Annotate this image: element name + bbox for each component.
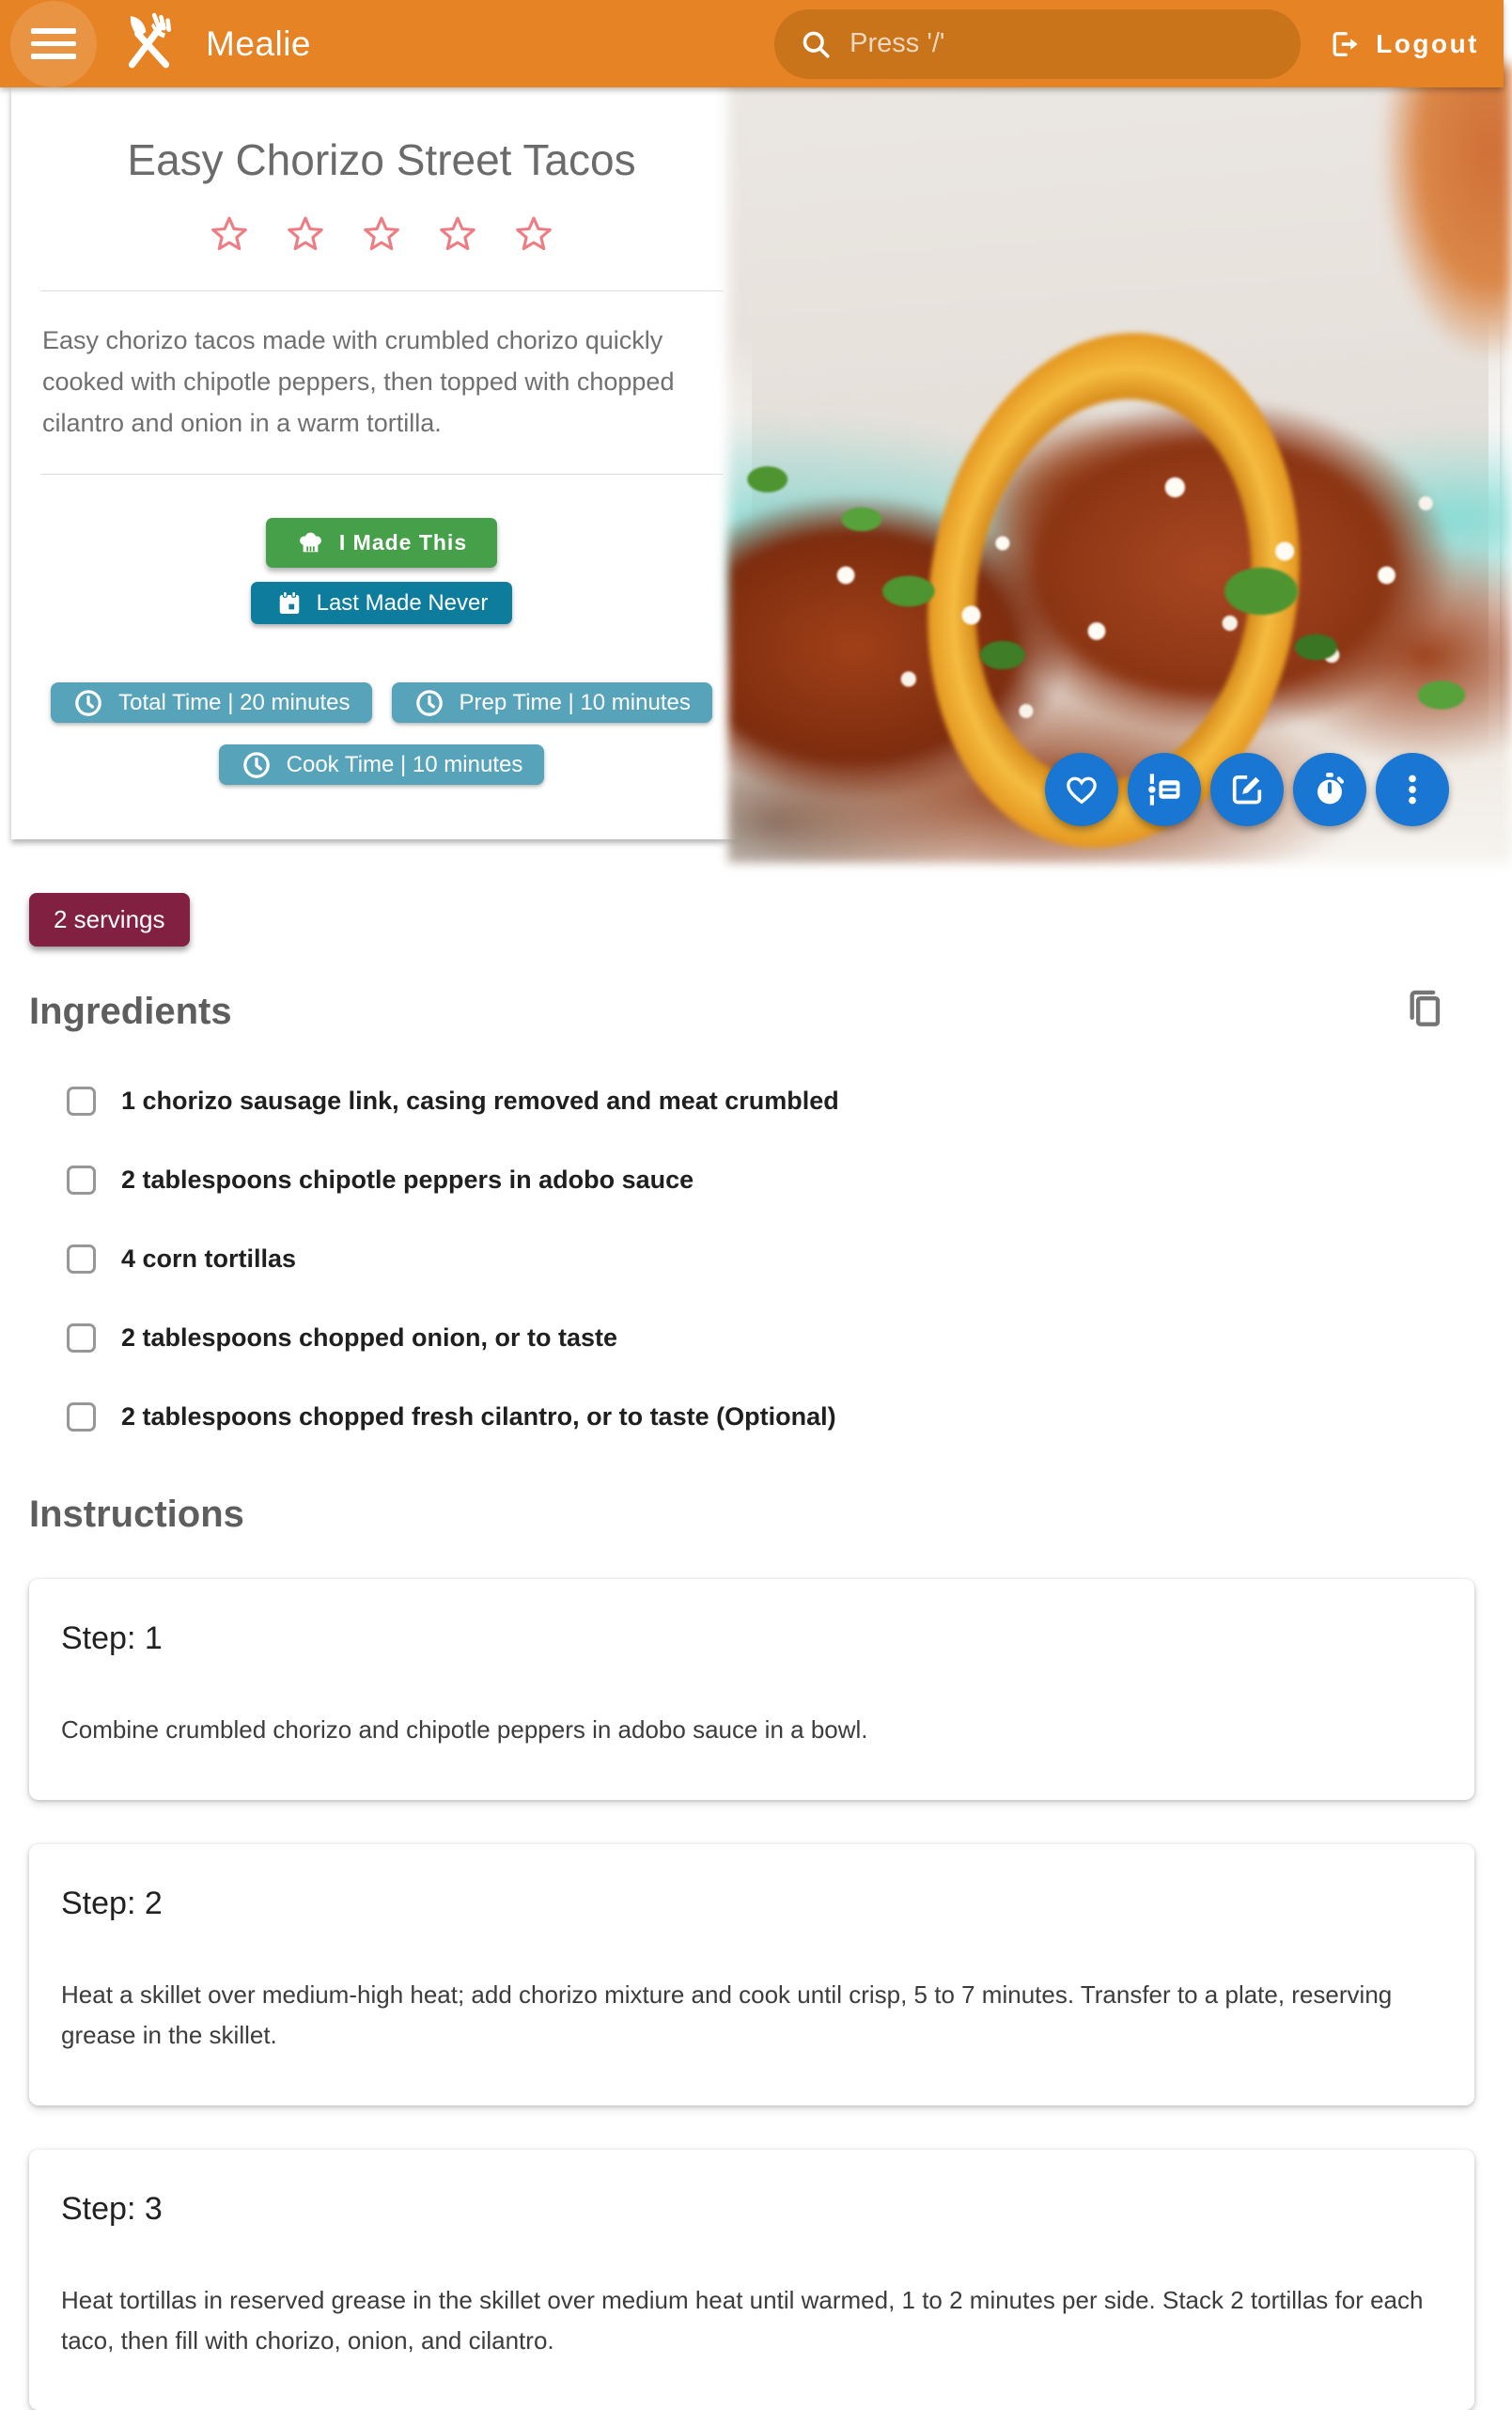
- step-card[interactable]: [29, 1579, 1474, 1800]
- step-text: Heat a skillet over medium-high heat; add chorizo mixture and cook until crisp, 5 to 7 minutes. Transfer to a plate, reserving grease in the skillet.: [61, 1980, 1393, 2049]
- ingredient-label: 2 tablespoons chopped fresh cilantro, or to taste (Optional): [121, 1402, 836, 1431]
- app-bar: [0, 0, 1504, 87]
- recipe-body: [0, 839, 1504, 2410]
- cook-time-chip: [219, 744, 545, 785]
- instructions-heading: Instructions: [29, 1494, 244, 1535]
- step-card[interactable]: [29, 1844, 1474, 2105]
- edit-icon: [1227, 770, 1267, 809]
- kebab-menu-icon: [1393, 770, 1432, 809]
- ingredient-checkbox[interactable]: [67, 1402, 96, 1432]
- search-icon: [799, 27, 833, 61]
- cook-time-label: Cook Time | 10 minutes: [286, 751, 523, 777]
- logout-icon: [1327, 27, 1361, 61]
- ingredient-checkbox[interactable]: [67, 1087, 96, 1116]
- ingredient-row: [29, 1166, 1474, 1195]
- ingredient-row: [29, 1323, 1474, 1353]
- clock-icon: [413, 687, 445, 719]
- search-bar[interactable]: [774, 9, 1301, 79]
- favorite-button[interactable]: [1045, 753, 1118, 826]
- servings-badge[interactable]: 2 servings: [29, 893, 190, 947]
- step-card[interactable]: [29, 2150, 1474, 2410]
- last-made-button[interactable]: [251, 582, 512, 624]
- steps-list: [29, 1579, 1474, 2410]
- heart-icon: [1062, 770, 1101, 809]
- clock-icon: [241, 749, 273, 781]
- rating-stars: [11, 213, 752, 255]
- ingredient-row: [29, 1244, 1474, 1274]
- timer-icon: [1310, 770, 1349, 809]
- logout-label: Logout: [1376, 28, 1479, 58]
- i-made-this-button[interactable]: [266, 518, 497, 568]
- mealie-logo-icon[interactable]: [117, 10, 179, 77]
- star-icon[interactable]: [437, 213, 478, 255]
- recipe-photo: [752, 87, 1489, 839]
- step-title: Step: 2: [61, 1885, 163, 1921]
- step-title: Step: 1: [61, 1620, 163, 1656]
- prep-time-chip: [392, 682, 712, 723]
- star-icon[interactable]: [209, 213, 250, 255]
- ingredient-checkbox[interactable]: [67, 1166, 96, 1195]
- prep-time-label: Prep Time | 10 minutes: [459, 689, 691, 715]
- total-time-chip: [51, 682, 371, 723]
- recipe-title: Easy Chorizo Street Tacos: [127, 135, 636, 184]
- ingredients-list: [29, 1087, 1474, 1432]
- recipe-summary: [11, 87, 752, 839]
- clock-icon: [72, 687, 104, 719]
- star-icon[interactable]: [361, 213, 402, 255]
- ingredient-row: [29, 1087, 1474, 1116]
- divider: [40, 474, 723, 475]
- photo-cilantro: [728, 64, 1512, 863]
- logout-button[interactable]: [1327, 27, 1479, 61]
- recipe-card: [11, 87, 1500, 839]
- chef-hat-icon: [296, 528, 325, 557]
- more-menu-button[interactable]: [1376, 753, 1449, 826]
- menu-button[interactable]: [10, 1, 97, 87]
- step-text: Combine crumbled chorizo and chipotle peppers in adobo sauce in a bowl.: [61, 1715, 868, 1744]
- total-time-label: Total Time | 20 minutes: [118, 689, 351, 715]
- copy-ingredients-button[interactable]: [1401, 986, 1448, 1038]
- star-icon[interactable]: [513, 213, 554, 255]
- last-made-label: Last Made Never: [316, 589, 489, 616]
- ingredients-heading: Ingredients: [29, 991, 232, 1032]
- search-input[interactable]: [850, 28, 1276, 59]
- calendar-icon: [275, 589, 304, 618]
- timeline-button[interactable]: [1128, 753, 1201, 826]
- timer-button[interactable]: [1293, 753, 1366, 826]
- recipe-description: Easy chorizo tacos made with crumbled chorizo quickly cooked with chipotle peppers, then topped with chopped cilantro and onion in a warm tortilla.: [42, 326, 675, 437]
- hamburger-icon: [31, 28, 76, 59]
- recipe-actions: [1045, 753, 1449, 826]
- ingredient-label: 4 corn tortillas: [121, 1244, 297, 1273]
- ingredient-label: 2 tablespoons chipotle peppers in adobo sauce: [121, 1166, 694, 1194]
- ingredient-label: 1 chorizo sausage link, casing removed and meat crumbled: [121, 1087, 839, 1115]
- star-icon[interactable]: [285, 213, 326, 255]
- step-title: Step: 3: [61, 2190, 163, 2227]
- edit-button[interactable]: [1210, 753, 1284, 826]
- step-text: Heat tortillas in reserved grease in the skillet over medium heat until warmed, 1 to 2 minutes per side. Stack 2 tortillas for each taco, then fill with chorizo, onion, and cilantro.: [61, 2285, 1424, 2355]
- copy-icon: [1401, 986, 1448, 1033]
- ingredient-row: [29, 1402, 1474, 1432]
- ingredient-checkbox[interactable]: [67, 1323, 96, 1353]
- i-made-this-label: I Made This: [338, 530, 468, 555]
- timeline-icon: [1145, 770, 1184, 809]
- ingredient-checkbox[interactable]: [67, 1244, 96, 1274]
- app-title: Mealie: [206, 23, 311, 63]
- ingredient-label: 2 tablespoons chopped onion, or to taste: [121, 1323, 618, 1352]
- divider: [40, 290, 723, 291]
